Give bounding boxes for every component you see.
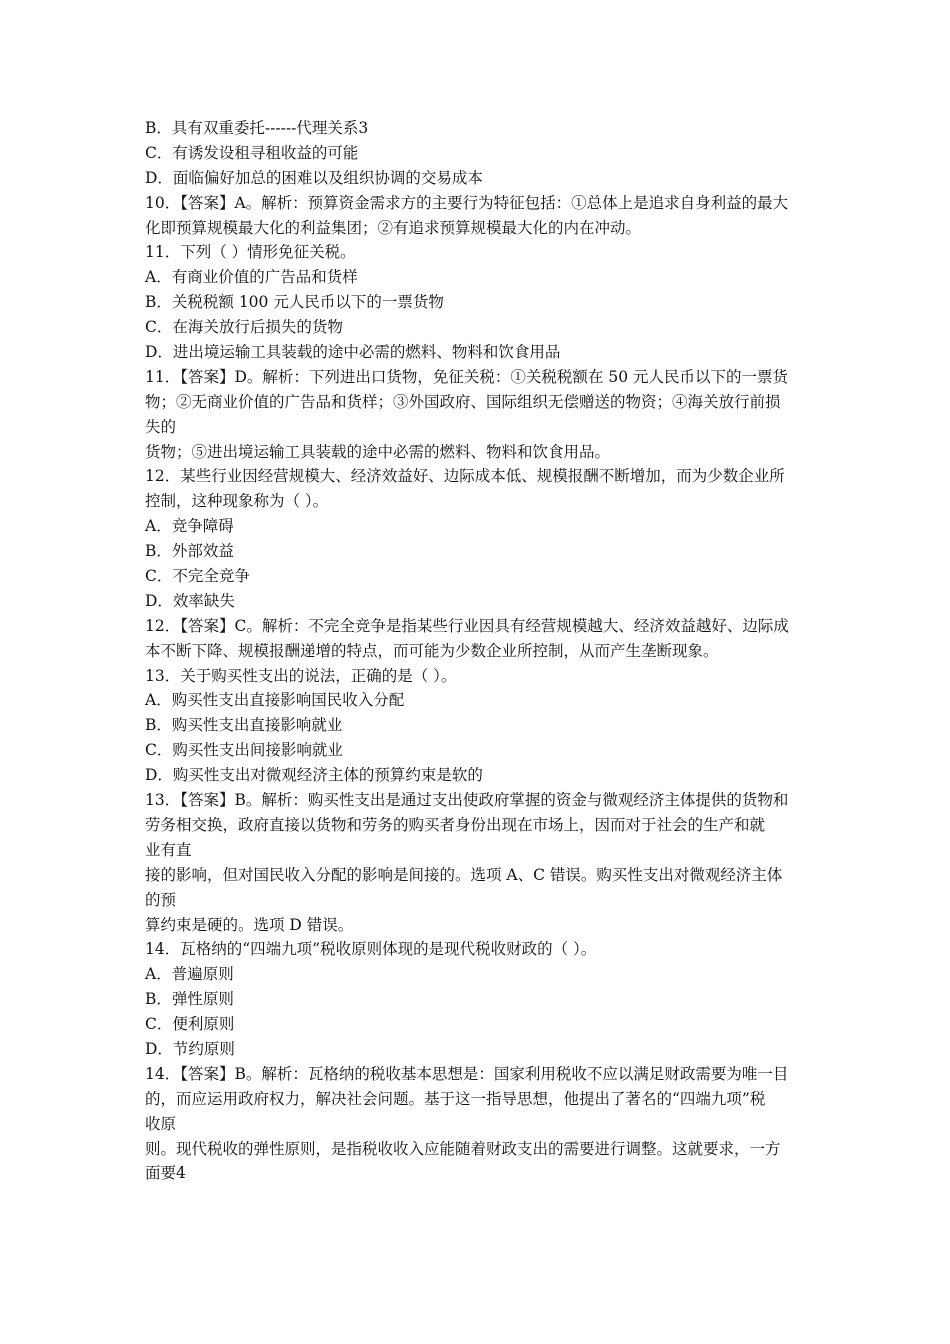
text-line: 11．下列（ ）情形免征关税。 [145,243,356,262]
text-line: 14．瓦格纳的“四端九项”税收原则体现的是现代税收财政的（ ）。 [145,940,597,959]
text-line: 算约束是硬的。选项 D 错误。 [145,915,354,934]
text-line: 则。现代税收的弹性原则，是指税收收入应能随着财政支出的需要进行调整。这就要求，一方 [145,1139,781,1158]
text-line: C．便利原则 [145,1015,235,1034]
text-line: 12．【答案】C。解析：不完全竞争是指某些行业因具有经营规模越大、经济效益越好、边际成 [145,616,789,635]
text-line: B．具有双重委托------代理关系3 [145,119,369,137]
text-line: C．有诱发设租寻租收益的可能 [145,143,359,162]
text-line: 10．【答案】A。解析：预算资金需求方的主要行为特征包括：①总体上是追求自身利益的最大 [145,193,789,212]
text-line: D．效率缺失 [145,591,235,610]
text-line: A．购买性支出直接影响国民收入分配 [145,691,405,710]
document-body [145,116,845,1186]
text-line: 劳务相交换，政府直接以货物和劳务的购买者身份出现在市场上，因而对于社会的生产和就 [145,815,766,834]
text-line: 本不断下降、规模报酬递增的特点，而可能为少数企业所控制，从而产生垄断现象。 [145,641,719,660]
text-line: B．弹性原则 [145,990,234,1009]
text-line: D．进出境运输工具装载的途中必需的燃料、物料和饮食用品 [145,343,561,362]
text-line: 12．某些行业因经营规模大、经济效益好、边际成本低、规模报酬不断增加，而为少数企业所 [145,467,785,486]
text-line: 失的 [145,417,177,436]
text-line: 面要4 [145,1164,186,1183]
text-line: C．在海关放行后损失的货物 [145,318,343,337]
text-line: 收原 [145,1114,177,1133]
text-line: C．不完全竞争 [145,567,250,586]
text-line: 业有直 [145,840,192,859]
text-line: D．节约原则 [145,1039,235,1058]
text-line: A．竞争障碍 [145,517,234,536]
text-line: 的，而应运用政府权力，解决社会问题。基于这一指导思想，他提出了著名的“四端九项”税 [145,1089,766,1108]
text-line: D．购买性支出对微观经济主体的预算约束是软的 [145,766,483,785]
text-line: D．面临偏好加总的困难以及组织协调的交易成本 [145,168,483,187]
text-line: 13．关于购买性支出的说法，正确的是（ ）。 [145,666,457,685]
text-line: 货物；⑤进出境运输工具装载的途中必需的燃料、物料和饮食用品。 [145,442,611,461]
text-line: 14．【答案】B。解析：瓦格纳的税收基本思想是：国家利用税收不应以满足财政需要为唯一目 [145,1064,789,1083]
text-line: A．普遍原则 [145,965,234,984]
text-line: 的预 [145,890,177,909]
text-line: 接的影响，但对国民收入分配的影响是间接的。选项 A、C 错误。购买性支出对微观经济主体 [145,865,783,884]
text-line: 化即预算规模最大化的利益集团；②有追求预算规模最大化的内在冲动。 [145,218,642,237]
text-line: B．购买性支出直接影响就业 [145,716,343,735]
text-line: 11．【答案】D。解析：下列进出口货物，免征关税：①关税税额在 50 元人民币以下的一票货 [145,367,788,386]
text-line: 物；②无商业价值的广告品和货样；③外国政府、国际组织无偿赠送的物资；④海关放行前损 [145,392,781,411]
text-line: A．有商业价值的广告品和货样 [145,268,358,287]
text-line: B．外部效益 [145,542,234,561]
text-line: C．购买性支出间接影响就业 [145,741,343,760]
text-line: 13．【答案】B。解析：购买性支出是通过支出使政府掌握的资金与微观经济主体提供的货物和 [145,791,789,810]
text-line: B．关税税额 100 元人民币以下的一票货物 [145,293,444,312]
text-line: 控制，这种现象称为（ ）。 [145,492,329,511]
